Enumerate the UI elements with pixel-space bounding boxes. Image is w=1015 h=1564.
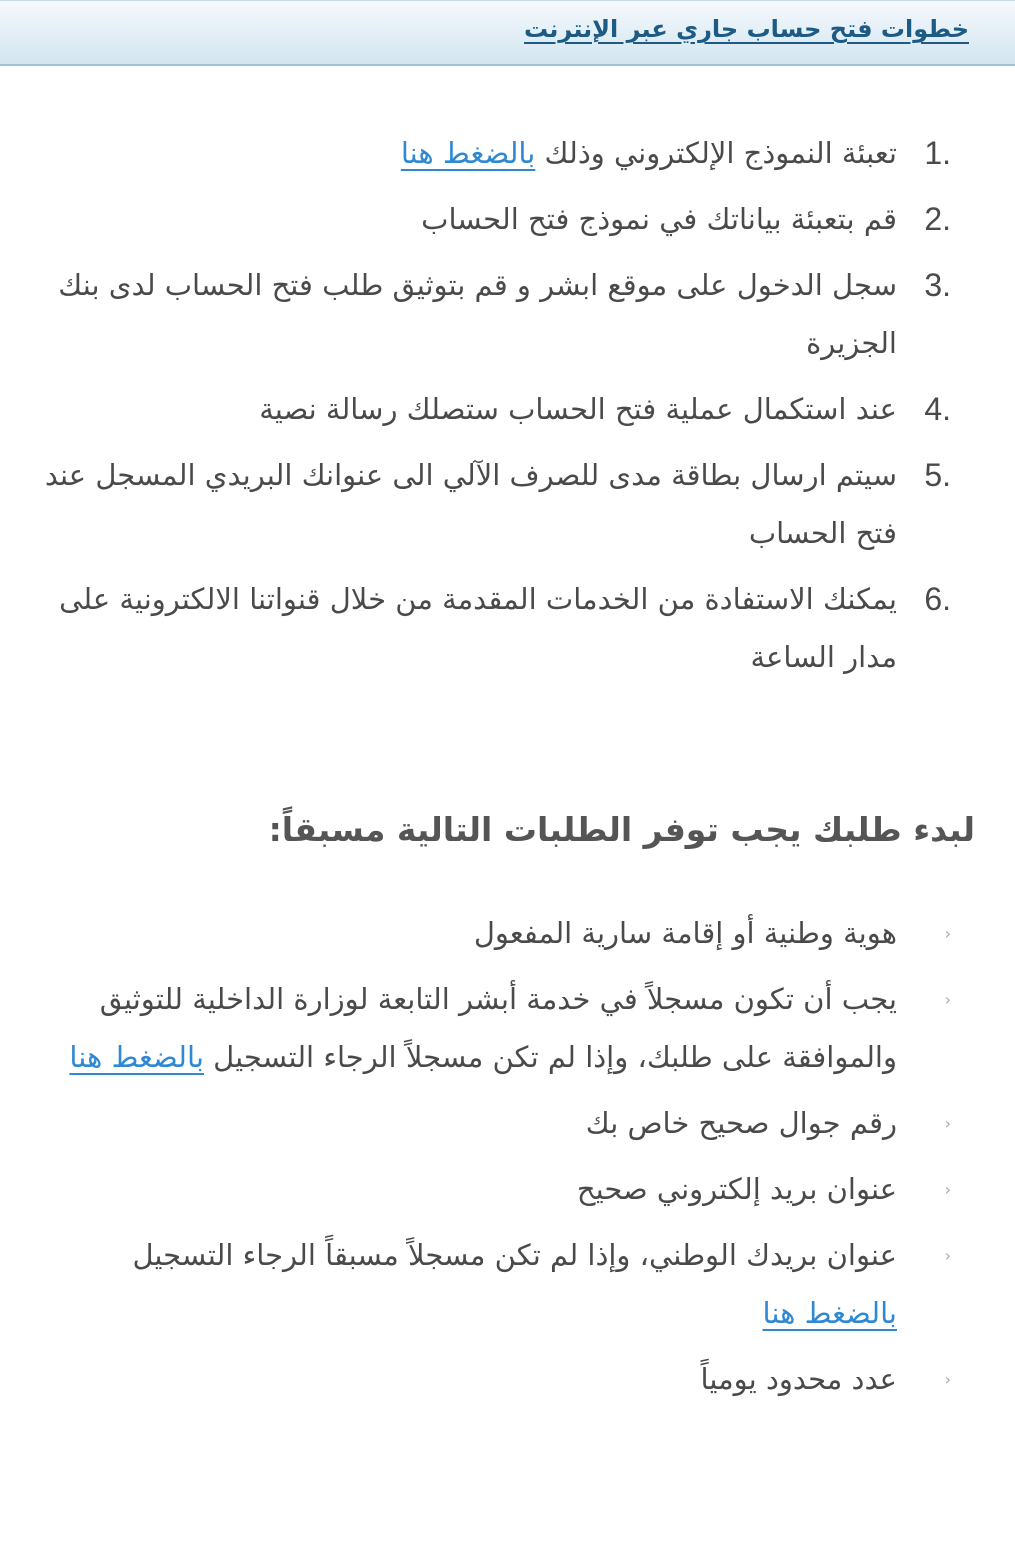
requirement-item-mobile — [41, 1094, 951, 1152]
requirement-text: عنوان بريدك الوطني، وإذا لم تكن مسجلاً مسبقاً الرجاء التسجيل — [132, 1238, 897, 1272]
step-text: تعبئة النموذج الإلكتروني وذلك — [535, 136, 897, 170]
requirement-item-absher — [41, 970, 951, 1086]
step-number: 3. — [924, 267, 951, 303]
click-here-link[interactable]: بالضغط هنا — [762, 1296, 897, 1330]
header-bar — [0, 0, 1015, 66]
step-text: قم بتعبئة بياناتك في نموذج فتح الحساب — [421, 202, 897, 236]
step-number: 1. — [924, 135, 951, 171]
requirement-item-national-id — [41, 904, 951, 962]
step-item-6 — [41, 570, 951, 686]
requirements-list — [41, 904, 951, 1416]
requirement-text: عنوان بريد إلكتروني صحيح — [576, 1172, 897, 1206]
step-text: سيتم ارسال بطاقة مدى للصرف الآلي الى عنوانك البريدي المسجل عند فتح الحساب — [44, 458, 897, 550]
click-here-link[interactable]: بالضغط هنا — [400, 136, 536, 170]
requirement-text: رقم جوال صحيح خاص بك — [585, 1106, 897, 1140]
step-text: سجل الدخول على موقع ابشر و قم بتوثيق طلب فتح الحساب لدى بنك الجزيرة — [58, 268, 897, 360]
step-text: يمكنك الاستفادة من الخدمات المقدمة من خلال قنواتنا الالكترونية على مدار الساعة — [59, 582, 897, 674]
requirement-text: عدد محدود يومياً — [700, 1362, 897, 1396]
requirement-item-national-address — [41, 1226, 951, 1342]
chevron-left-icon: ‹ — [944, 924, 951, 943]
chevron-left-icon: ‹ — [944, 1370, 951, 1389]
step-number: 4. — [924, 391, 951, 427]
requirement-item-daily-limit — [41, 1350, 951, 1408]
chevron-left-icon: ‹ — [944, 990, 951, 1009]
click-here-link[interactable]: بالضغط هنا — [69, 1040, 204, 1074]
requirement-text: يجب أن تكون مسجلاً في خدمة أبشر التابعة لوزارة الداخلية للتوثيق والموافقة على طلبك، وإذا لم تكن مسجلاً الرجاء التسجيل — [99, 982, 897, 1074]
step-number: 2. — [924, 201, 951, 237]
requirement-item-email — [41, 1160, 951, 1218]
step-item-2 — [41, 190, 951, 248]
step-number: 5. — [924, 457, 951, 493]
step-number: 6. — [924, 581, 951, 617]
step-item-3 — [41, 256, 951, 372]
header-title-link[interactable]: خطوات فتح حساب جاري عبر الإنترنت — [524, 15, 969, 43]
requirements-title: لبدء طلبك يجب توفر الطلبات التالية مسبقاً: — [268, 810, 975, 849]
requirement-text: هوية وطنية أو إقامة سارية المفعول — [473, 916, 897, 950]
chevron-left-icon: ‹ — [944, 1180, 951, 1199]
step-item-1 — [41, 124, 951, 182]
step-item-4 — [41, 380, 951, 438]
chevron-left-icon: ‹ — [944, 1246, 951, 1265]
step-item-5 — [41, 446, 951, 562]
step-text: عند استكمال عملية فتح الحساب ستصلك رسالة نصية — [259, 392, 897, 426]
steps-list — [41, 124, 951, 694]
chevron-left-icon: ‹ — [944, 1114, 951, 1133]
